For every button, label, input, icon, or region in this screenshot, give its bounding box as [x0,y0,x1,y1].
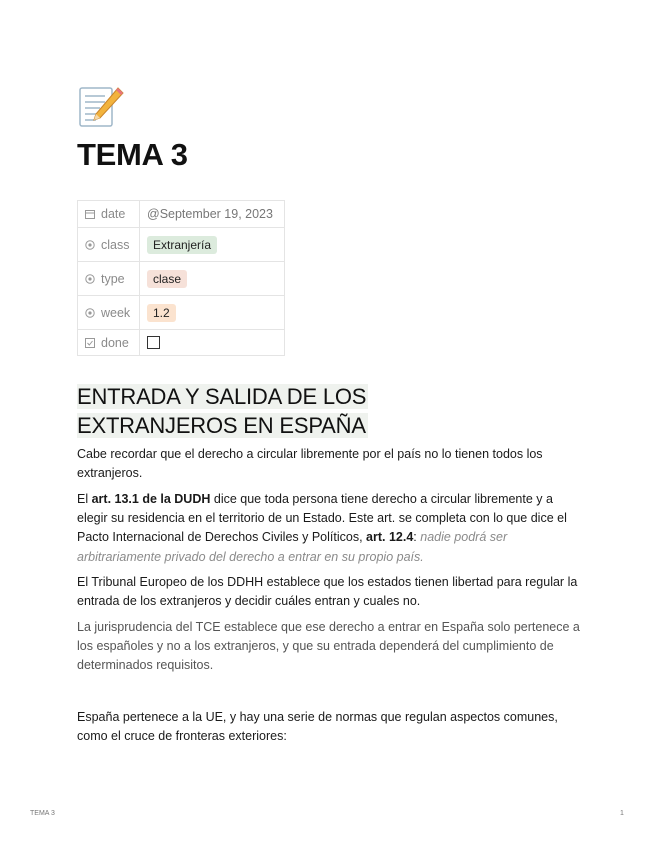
checkbox-icon [85,338,95,348]
property-row-type [78,262,285,296]
paragraph: Cabe recordar que el derecho a circular libremente por el país no lo tienen todos los extranjeros. [77,447,543,481]
property-value-date[interactable] [140,201,285,228]
text-run: dice que toda persona tiene derecho a circular libremente y a elegir su residencia en el territorio de un Estado. Este art. se completa con lo que dice el Pacto Internacional de Derechos Civiles y Políticos, [77,492,567,545]
bold-reference: art. 13.1 de la DUDH [91,492,211,506]
date-value: @September 19, 2023 [147,207,273,221]
property-label: date [101,207,126,221]
paragraph [77,490,585,567]
property-row-class [78,228,285,262]
footer-title: TEMA 3 [30,810,55,817]
week-tag[interactable]: 1.2 [147,304,176,322]
bold-reference: art. 12.4 [366,530,414,545]
paragraph: El Tribunal Europeo de los DDHH establece que los estados tienen libertad para regular la entrada de los extranjeros y decidir cuáles entran y cuales no. [77,575,578,609]
property-label: class [101,237,130,252]
properties-table [77,200,285,356]
select-icon [85,274,95,284]
section-heading [77,382,368,440]
property-label: done [101,335,129,350]
heading-line: EXTRANJEROS EN ESPAÑA [77,413,366,438]
heading-line: ENTRADA Y SALIDA DE LOS [77,384,367,409]
text-run: : [413,530,421,545]
property-label: type [101,271,125,286]
class-tag[interactable]: Extranjería [147,236,217,254]
property-value-class[interactable] [140,228,285,262]
property-value-done[interactable] [140,330,285,356]
quote-text: nadie podrá ser arbitrariamente privado del derecho a entrar en su propio país. [77,530,508,564]
property-key-week [78,296,140,330]
property-row-week [78,296,285,330]
paragraph: España pertenece a la UE, y hay una serie de normas que regulan aspectos comunes, como el cruce de fronteras exteriores: [77,710,558,744]
property-value-week[interactable] [140,296,285,330]
property-row-done [78,330,285,356]
property-key-date [78,201,140,228]
select-icon [85,308,95,318]
select-icon [85,240,95,250]
type-tag[interactable]: clase [147,270,187,288]
text-run: El [77,492,92,506]
property-row-date [78,201,285,228]
done-checkbox[interactable] [147,336,160,349]
property-key-type [78,262,140,296]
property-key-class [78,228,140,262]
paragraph: La jurisprudencia del TCE establece que ese derecho a entrar en España solo pertenece a los españoles y no a los extranjeros, y que su entrada dependerá del cumplimiento de determinados requisitos. [77,620,580,673]
page-number: 1 [620,810,624,817]
property-value-type[interactable] [140,262,285,296]
page-title: TEMA 3 [77,137,188,172]
calendar-icon [85,209,95,219]
memo-icon [78,84,124,128]
property-key-done [78,330,140,356]
property-label: week [101,305,131,320]
